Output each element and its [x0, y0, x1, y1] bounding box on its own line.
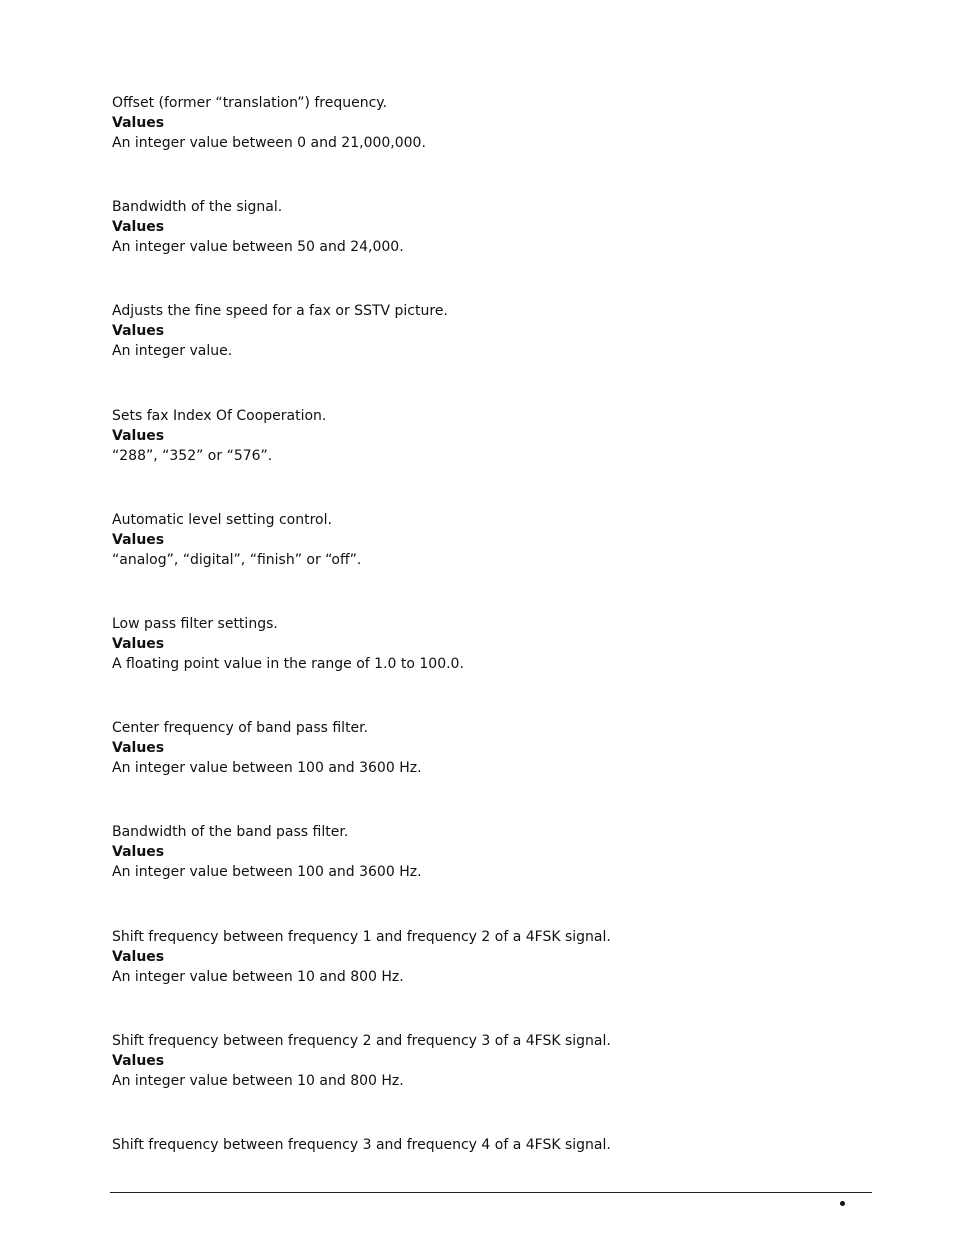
entry-bandpass-center — [112, 718, 872, 822]
entry-description: Bandwidth of the band pass filter. — [112, 824, 349, 841]
entry-offset-frequency — [112, 93, 872, 197]
entry-bandpass-bandwidth — [112, 822, 872, 926]
entry-description: Shift frequency between frequency 2 and frequency 3 of a 4FSK signal. — [112, 1032, 611, 1049]
entry-low-pass-filter — [112, 614, 872, 718]
entry-fax-ioc — [112, 406, 872, 510]
entry-values-text: A floating point value in the range of 1.0 to 100.0. — [112, 655, 464, 672]
entry-values-text: An integer value between 100 and 3600 Hz. — [112, 760, 422, 777]
entry-values-text: An integer value. — [112, 343, 233, 360]
entry-shift-2-3 — [112, 1031, 872, 1135]
entry-values-label: Values — [112, 115, 165, 131]
entry-description: Adjusts the fine speed for a fax or SSTV picture. — [112, 303, 448, 320]
entry-description: Center frequency of band pass filter. — [112, 720, 369, 737]
entry-description: Shift frequency between frequency 3 and frequency 4 of a 4FSK signal. — [112, 1136, 611, 1153]
entry-description: Shift frequency between frequency 1 and frequency 2 of a 4FSK signal. — [112, 928, 611, 945]
entry-fine-speed — [112, 301, 872, 405]
entry-values-label: Values — [112, 531, 165, 548]
entry-description: Automatic level setting control. — [112, 511, 332, 528]
entry-values-label: Values — [112, 948, 165, 965]
footer-divider — [110, 1192, 872, 1193]
entry-bandwidth — [112, 197, 872, 301]
entry-values-label: Values — [112, 323, 165, 340]
entry-values-label: Values — [112, 844, 165, 861]
entry-values-text: An integer value between 10 and 800 Hz. — [112, 1072, 404, 1089]
entry-values-text: An integer value between 100 and 3600 Hz. — [112, 864, 422, 881]
entry-values-text: “analog”, “digital”, “finish” or “off”. — [112, 551, 362, 568]
entry-values-label: Values — [112, 1052, 165, 1069]
entry-values-text: An integer value between 10 and 800 Hz. — [112, 968, 404, 985]
entry-shift-1-2 — [112, 927, 872, 1031]
entry-description: Sets fax Index Of Cooperation. — [112, 407, 327, 424]
entry-values-text: “288”, “352” or “576”. — [112, 447, 273, 464]
footer-bullet-icon — [840, 1201, 845, 1206]
entry-shift-3-4 — [112, 1135, 872, 1239]
entry-description: Offset (former “translation”) frequency. — [112, 95, 388, 111]
entry-values-text: An integer value between 0 and 21,000,000. — [112, 135, 426, 151]
entry-values-label: Values — [112, 740, 165, 757]
entry-values-label: Values — [112, 219, 165, 236]
entry-description: Bandwidth of the signal. — [112, 199, 283, 216]
document-body — [112, 93, 872, 1239]
entry-level-control — [112, 510, 872, 614]
entry-values-text: An integer value between 50 and 24,000. — [112, 239, 404, 256]
entry-description: Low pass filter settings. — [112, 615, 278, 632]
entry-values-label: Values — [112, 427, 165, 444]
entry-values-label: Values — [112, 635, 165, 652]
